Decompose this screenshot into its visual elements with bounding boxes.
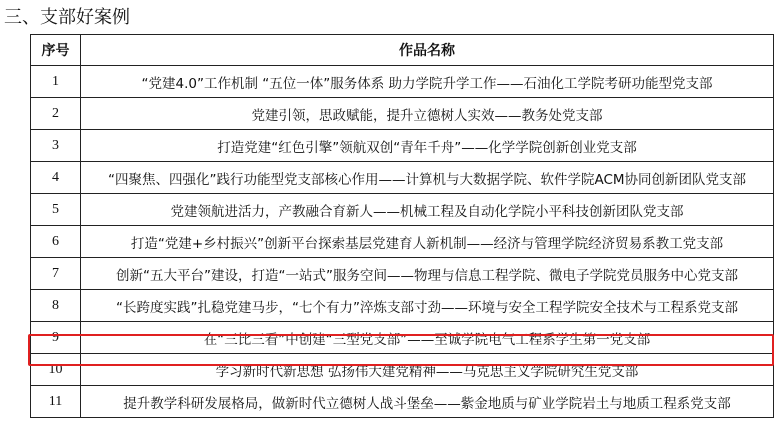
- row-number: 2: [31, 98, 81, 130]
- table-row: [31, 290, 774, 322]
- row-title: 党建引领，思政赋能，提升立德树人实效——教务处党支部: [81, 98, 774, 130]
- row-title: 打造党建“红色引擎”领航双创“青年千舟”——化学学院创新创业党支部: [81, 130, 774, 162]
- table-row: [31, 226, 774, 258]
- table-row: [31, 98, 774, 130]
- row-number: 5: [31, 194, 81, 226]
- row-number: 10: [31, 354, 81, 386]
- header-name: 作品名称: [81, 35, 774, 66]
- row-number: 7: [31, 258, 81, 290]
- row-title: 创新“五大平台”建设，打造“一站式”服务空间——物理与信息工程学院、微电子学院党员服务中心党支部: [81, 258, 774, 290]
- row-title: 打造“党建+乡村振兴”创新平台探索基层党建育人新机制——经济与管理学院经济贸易系教工党支部: [81, 226, 774, 258]
- table-row: [31, 386, 774, 418]
- row-number: 3: [31, 130, 81, 162]
- row-title: 党建领航进活力，产教融合育新人——机械工程及自动化学院小平科技创新团队党支部: [81, 194, 774, 226]
- row-number: 6: [31, 226, 81, 258]
- table-header-row: [31, 35, 774, 66]
- table-row: [31, 258, 774, 290]
- header-no: 序号: [31, 35, 81, 66]
- table-row: [31, 66, 774, 98]
- table-row-highlighted: [31, 322, 774, 354]
- table-row: [31, 354, 774, 386]
- row-number: 4: [31, 162, 81, 194]
- row-title: “党建4.0”工作机制 “五位一体”服务体系 助力学院升学工作——石油化工学院考研功能型党支部: [81, 66, 774, 98]
- row-number: 1: [31, 66, 81, 98]
- row-number: 9: [31, 322, 81, 354]
- table-row: [31, 130, 774, 162]
- row-number: 8: [31, 290, 81, 322]
- row-title: 提升教学科研发展格局，做新时代立德树人战斗堡垒——紫金地质与矿业学院岩土与地质工程系党支部: [81, 386, 774, 418]
- row-title: 在“三比三看”中创建“三型党支部”——至诚学院电气工程系学生第一党支部: [81, 322, 774, 354]
- row-title: “长跨度实践”扎稳党建马步，“七个有力”淬炼支部寸劲——环境与安全工程学院安全技术与工程系党支部: [81, 290, 774, 322]
- section-title: 三、支部好案例: [4, 7, 130, 28]
- row-title: “四聚焦、四强化”践行功能型党支部核心作用——计算机与大数据学院、软件学院ACM协同创新团队党支部: [81, 162, 774, 194]
- cases-table: [30, 34, 774, 418]
- row-number: 11: [31, 386, 81, 418]
- table-row: [31, 194, 774, 226]
- row-title: 学习新时代新思想 弘扬伟大建党精神——马克思主义学院研究生党支部: [81, 354, 774, 386]
- table-row: [31, 162, 774, 194]
